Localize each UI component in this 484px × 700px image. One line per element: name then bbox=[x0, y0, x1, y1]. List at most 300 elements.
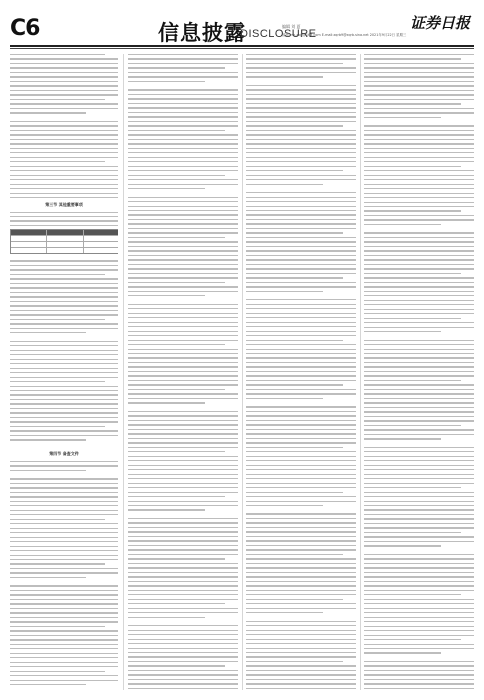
editor-line: 编辑 刘 夏 bbox=[282, 24, 301, 29]
text-line bbox=[364, 501, 474, 502]
text-line bbox=[10, 216, 118, 217]
text-line bbox=[246, 54, 356, 55]
text-line bbox=[364, 108, 474, 109]
text-line bbox=[246, 152, 356, 153]
text-line bbox=[128, 380, 238, 381]
text-line bbox=[246, 67, 356, 68]
text-line bbox=[364, 608, 474, 609]
text-line bbox=[246, 237, 356, 238]
text-line bbox=[246, 411, 356, 412]
table-cell bbox=[84, 236, 118, 241]
text-line bbox=[128, 250, 238, 251]
text-line bbox=[10, 514, 118, 515]
text-line bbox=[364, 554, 474, 555]
text-line bbox=[128, 456, 238, 457]
text-line bbox=[364, 282, 474, 283]
section-heading: 第三节 其他重要事项 bbox=[45, 201, 83, 207]
text-line bbox=[246, 206, 356, 207]
column-divider bbox=[242, 54, 243, 690]
page-number: C6 bbox=[10, 16, 40, 41]
text-line bbox=[246, 474, 356, 475]
text-line bbox=[128, 424, 238, 425]
text-line bbox=[364, 375, 474, 376]
text-line bbox=[364, 567, 474, 568]
text-line bbox=[246, 612, 323, 613]
masthead bbox=[282, 12, 472, 42]
text-line bbox=[10, 197, 118, 198]
text-line bbox=[246, 94, 356, 95]
text-line bbox=[364, 469, 474, 470]
text-line bbox=[10, 550, 118, 551]
text-line bbox=[364, 644, 474, 645]
table-row bbox=[11, 248, 118, 253]
text-line bbox=[128, 139, 238, 140]
text-line bbox=[128, 522, 238, 523]
table-cell bbox=[11, 242, 47, 247]
text-line bbox=[246, 549, 356, 550]
text-line bbox=[364, 90, 474, 91]
text-line bbox=[10, 260, 118, 261]
text-line bbox=[128, 501, 238, 502]
column-divider bbox=[123, 54, 124, 690]
text-line bbox=[128, 599, 238, 600]
text-line bbox=[364, 366, 474, 367]
text-line bbox=[364, 594, 461, 595]
text-line bbox=[128, 617, 205, 618]
text-line bbox=[364, 505, 474, 506]
text-line bbox=[128, 331, 238, 332]
text-line bbox=[10, 421, 118, 422]
text-line bbox=[246, 456, 356, 457]
text-line bbox=[364, 434, 474, 435]
text-line bbox=[246, 536, 356, 537]
text-line bbox=[128, 130, 225, 131]
text-line bbox=[364, 94, 474, 95]
text-line bbox=[10, 292, 118, 293]
text-line bbox=[10, 546, 118, 547]
header-rule-thick bbox=[10, 45, 474, 47]
text-line bbox=[364, 318, 461, 319]
text-line bbox=[246, 223, 356, 224]
text-line bbox=[10, 394, 118, 395]
text-line bbox=[364, 161, 474, 162]
text-line bbox=[128, 531, 238, 532]
text-line bbox=[128, 89, 238, 90]
text-line bbox=[128, 206, 238, 207]
text-line bbox=[246, 679, 356, 680]
text-line bbox=[364, 179, 474, 180]
text-line bbox=[246, 438, 356, 439]
text-line bbox=[10, 67, 118, 68]
text-line bbox=[128, 442, 238, 443]
text-line bbox=[10, 269, 118, 270]
text-line bbox=[246, 308, 356, 309]
text-line bbox=[364, 674, 474, 675]
text-line bbox=[10, 161, 105, 162]
text-line bbox=[128, 567, 238, 568]
text-line bbox=[364, 125, 474, 126]
text-line bbox=[128, 661, 238, 662]
text-line bbox=[246, 349, 356, 350]
text-line bbox=[364, 331, 441, 332]
text-line bbox=[364, 483, 474, 484]
text-line bbox=[364, 665, 474, 666]
text-line bbox=[246, 415, 356, 416]
text-line bbox=[128, 402, 205, 403]
text-line bbox=[364, 85, 474, 86]
text-line bbox=[246, 98, 356, 99]
text-line bbox=[128, 152, 238, 153]
text-line bbox=[246, 246, 356, 247]
text-line bbox=[10, 58, 118, 59]
table-cell bbox=[11, 248, 47, 253]
table-cell bbox=[84, 248, 118, 253]
text-line bbox=[128, 184, 238, 185]
text-line bbox=[10, 523, 118, 524]
text-line bbox=[364, 447, 474, 448]
text-line bbox=[364, 241, 474, 242]
text-line bbox=[246, 375, 356, 376]
text-line bbox=[364, 474, 474, 475]
text-line bbox=[364, 130, 474, 131]
text-line bbox=[246, 665, 356, 666]
text-line bbox=[128, 576, 238, 577]
text-line bbox=[364, 384, 474, 385]
text-line bbox=[128, 228, 238, 229]
text-line bbox=[10, 412, 118, 413]
text-line bbox=[246, 594, 356, 595]
text-line bbox=[10, 170, 118, 171]
text-line bbox=[246, 599, 343, 600]
text-line bbox=[128, 433, 238, 434]
text-line bbox=[128, 474, 238, 475]
text-line bbox=[128, 603, 225, 604]
text-line bbox=[128, 148, 238, 149]
text-line bbox=[10, 501, 118, 502]
text-line bbox=[128, 465, 238, 466]
text-line bbox=[364, 496, 474, 497]
text-line bbox=[128, 304, 238, 305]
text-line bbox=[246, 331, 356, 332]
text-line bbox=[10, 510, 118, 511]
text-line bbox=[246, 103, 356, 104]
text-line bbox=[364, 295, 474, 296]
text-line bbox=[246, 585, 356, 586]
text-line bbox=[364, 67, 474, 68]
text-line bbox=[364, 460, 474, 461]
text-line bbox=[128, 237, 225, 238]
text-line bbox=[10, 439, 86, 440]
text-line bbox=[246, 442, 356, 443]
text-line bbox=[10, 680, 118, 681]
text-line bbox=[128, 125, 238, 126]
text-line bbox=[128, 438, 238, 439]
text-line bbox=[364, 340, 474, 341]
text-line bbox=[364, 514, 474, 515]
text-line bbox=[246, 661, 343, 662]
text-line bbox=[364, 277, 474, 278]
text-line bbox=[364, 585, 474, 586]
text-line bbox=[364, 206, 474, 207]
text-line bbox=[246, 134, 356, 135]
text-line bbox=[364, 603, 474, 604]
text-line bbox=[10, 671, 105, 672]
text-line bbox=[10, 470, 86, 471]
text-line bbox=[246, 398, 323, 399]
text-line bbox=[364, 327, 474, 328]
text-line bbox=[246, 572, 356, 573]
text-line bbox=[246, 483, 356, 484]
text-line bbox=[128, 72, 238, 73]
text-line bbox=[364, 76, 474, 77]
text-line bbox=[364, 652, 441, 653]
text-line bbox=[246, 362, 356, 363]
text-line bbox=[246, 384, 343, 385]
text-line bbox=[10, 112, 86, 113]
text-line bbox=[246, 322, 356, 323]
text-line bbox=[128, 291, 238, 292]
text-line bbox=[128, 509, 205, 510]
text-line bbox=[128, 415, 238, 416]
text-line bbox=[246, 357, 356, 358]
text-line bbox=[364, 465, 474, 466]
text-line bbox=[10, 555, 118, 556]
text-line bbox=[10, 559, 118, 560]
text-line bbox=[10, 157, 118, 158]
text-line bbox=[246, 674, 356, 675]
text-line bbox=[10, 541, 118, 542]
text-line bbox=[246, 513, 356, 514]
text-line bbox=[128, 340, 238, 341]
text-line bbox=[246, 460, 356, 461]
text-line bbox=[364, 411, 474, 412]
text-line bbox=[10, 143, 118, 144]
text-line bbox=[10, 390, 118, 391]
text-line bbox=[246, 447, 343, 448]
text-line bbox=[246, 317, 356, 318]
text-line bbox=[246, 567, 356, 568]
text-line bbox=[364, 232, 474, 233]
text-line bbox=[364, 429, 474, 430]
text-line bbox=[364, 148, 474, 149]
text-line bbox=[246, 286, 356, 287]
text-line bbox=[10, 577, 86, 578]
text-line bbox=[128, 683, 238, 684]
text-line bbox=[246, 380, 356, 381]
text-line bbox=[10, 94, 118, 95]
text-line bbox=[246, 121, 356, 122]
text-line bbox=[246, 143, 356, 144]
text-line bbox=[364, 219, 474, 220]
text-line bbox=[246, 652, 356, 653]
text-line bbox=[364, 648, 474, 649]
text-line bbox=[10, 568, 118, 569]
text-line bbox=[246, 478, 356, 479]
text-line bbox=[246, 393, 356, 394]
text-line bbox=[364, 581, 474, 582]
text-line bbox=[128, 286, 238, 287]
section-title: 信息披露 bbox=[158, 20, 246, 45]
text-line bbox=[246, 522, 356, 523]
text-line bbox=[10, 612, 118, 613]
text-line bbox=[364, 683, 474, 684]
column-divider bbox=[360, 54, 361, 690]
text-line bbox=[246, 304, 356, 305]
text-line bbox=[128, 688, 238, 689]
text-line bbox=[128, 420, 238, 421]
text-line bbox=[10, 296, 118, 297]
text-line bbox=[128, 518, 238, 519]
text-line bbox=[128, 98, 238, 99]
text-line bbox=[246, 429, 356, 430]
text-line bbox=[10, 193, 118, 194]
text-line bbox=[246, 277, 343, 278]
text-line bbox=[10, 130, 118, 131]
text-line bbox=[10, 492, 118, 493]
text-line bbox=[128, 487, 238, 488]
text-line bbox=[10, 684, 86, 685]
text-line bbox=[364, 527, 474, 528]
text-line bbox=[128, 277, 238, 278]
text-line bbox=[364, 103, 461, 104]
text-line bbox=[10, 630, 118, 631]
text-line bbox=[10, 585, 118, 586]
text-line bbox=[364, 215, 474, 216]
text-line bbox=[246, 558, 356, 559]
text-line bbox=[10, 465, 118, 466]
text-line bbox=[364, 456, 474, 457]
text-line bbox=[364, 487, 461, 488]
text-line bbox=[364, 509, 474, 510]
text-line bbox=[364, 492, 474, 493]
header-rule-thin bbox=[10, 48, 474, 49]
text-line bbox=[128, 483, 238, 484]
text-line bbox=[128, 389, 225, 390]
text-line bbox=[10, 599, 118, 600]
text-line bbox=[246, 590, 356, 591]
text-line bbox=[246, 282, 356, 283]
text-line bbox=[128, 366, 238, 367]
table-cell bbox=[84, 242, 118, 247]
text-line bbox=[364, 259, 474, 260]
text-line bbox=[10, 148, 118, 149]
page-header bbox=[0, 0, 484, 44]
table-cell bbox=[47, 248, 83, 253]
text-line bbox=[10, 426, 105, 427]
text-line bbox=[128, 656, 238, 657]
text-line bbox=[364, 626, 474, 627]
text-line bbox=[246, 501, 356, 502]
text-line bbox=[10, 478, 118, 479]
text-line bbox=[10, 125, 118, 126]
text-line bbox=[364, 590, 474, 591]
text-line bbox=[10, 212, 118, 213]
paragraph-gap bbox=[10, 689, 118, 690]
text-line bbox=[246, 125, 343, 126]
text-line bbox=[128, 94, 238, 95]
text-line bbox=[128, 201, 238, 202]
table-cell bbox=[47, 242, 83, 247]
text-line bbox=[246, 465, 356, 466]
text-line bbox=[10, 54, 105, 55]
text-line bbox=[246, 540, 356, 541]
text-line bbox=[10, 139, 118, 140]
text-line bbox=[128, 246, 238, 247]
text-line bbox=[246, 116, 356, 117]
text-line bbox=[10, 590, 118, 591]
text-line bbox=[364, 152, 474, 153]
contact-line: 邮箱 zrb-zbjf@163.com E-mail:zqrb9@zqrb.sina.net 2021年9月22日 星期三 bbox=[282, 33, 407, 37]
text-line bbox=[10, 461, 118, 462]
table-cell bbox=[47, 236, 83, 241]
text-line bbox=[128, 630, 238, 631]
text-line bbox=[246, 505, 323, 506]
text-line bbox=[128, 384, 238, 385]
section-heading: 第四节 备查文件 bbox=[49, 450, 79, 456]
text-line bbox=[128, 594, 238, 595]
text-line bbox=[364, 451, 474, 452]
text-line bbox=[10, 657, 118, 658]
text-line bbox=[128, 375, 238, 376]
text-line bbox=[10, 332, 86, 333]
text-line bbox=[364, 286, 474, 287]
text-line bbox=[246, 273, 356, 274]
text-line bbox=[364, 670, 474, 671]
text-line bbox=[246, 166, 356, 167]
text-line bbox=[364, 210, 461, 211]
text-line bbox=[128, 107, 238, 108]
text-line bbox=[246, 214, 356, 215]
text-line bbox=[128, 121, 238, 122]
text-line bbox=[10, 368, 118, 369]
text-line bbox=[10, 377, 118, 378]
text-line bbox=[10, 152, 118, 153]
text-line bbox=[10, 225, 118, 226]
article-columns bbox=[10, 54, 474, 690]
text-line bbox=[364, 389, 474, 390]
text-line bbox=[364, 407, 474, 408]
text-line bbox=[128, 536, 238, 537]
text-line bbox=[364, 371, 474, 372]
text-line bbox=[10, 572, 118, 573]
text-line bbox=[10, 435, 118, 436]
text-line bbox=[128, 161, 238, 162]
text-line bbox=[364, 380, 461, 381]
text-line bbox=[10, 496, 118, 497]
text-line bbox=[10, 359, 118, 360]
text-line bbox=[128, 398, 238, 399]
text-line bbox=[128, 175, 225, 176]
table-cell bbox=[11, 236, 47, 241]
text-line bbox=[10, 184, 118, 185]
text-line bbox=[364, 425, 461, 426]
text-line bbox=[128, 313, 238, 314]
text-line bbox=[364, 166, 461, 167]
text-line bbox=[364, 563, 474, 564]
text-line bbox=[364, 612, 474, 613]
text-line bbox=[128, 652, 238, 653]
text-line bbox=[10, 345, 118, 346]
text-line bbox=[10, 301, 118, 302]
text-line bbox=[128, 478, 238, 479]
text-line bbox=[10, 430, 118, 431]
text-line bbox=[246, 603, 356, 604]
text-line bbox=[10, 81, 118, 82]
text-line bbox=[246, 581, 356, 582]
text-line bbox=[364, 621, 474, 622]
text-line bbox=[128, 326, 238, 327]
text-line bbox=[10, 639, 118, 640]
